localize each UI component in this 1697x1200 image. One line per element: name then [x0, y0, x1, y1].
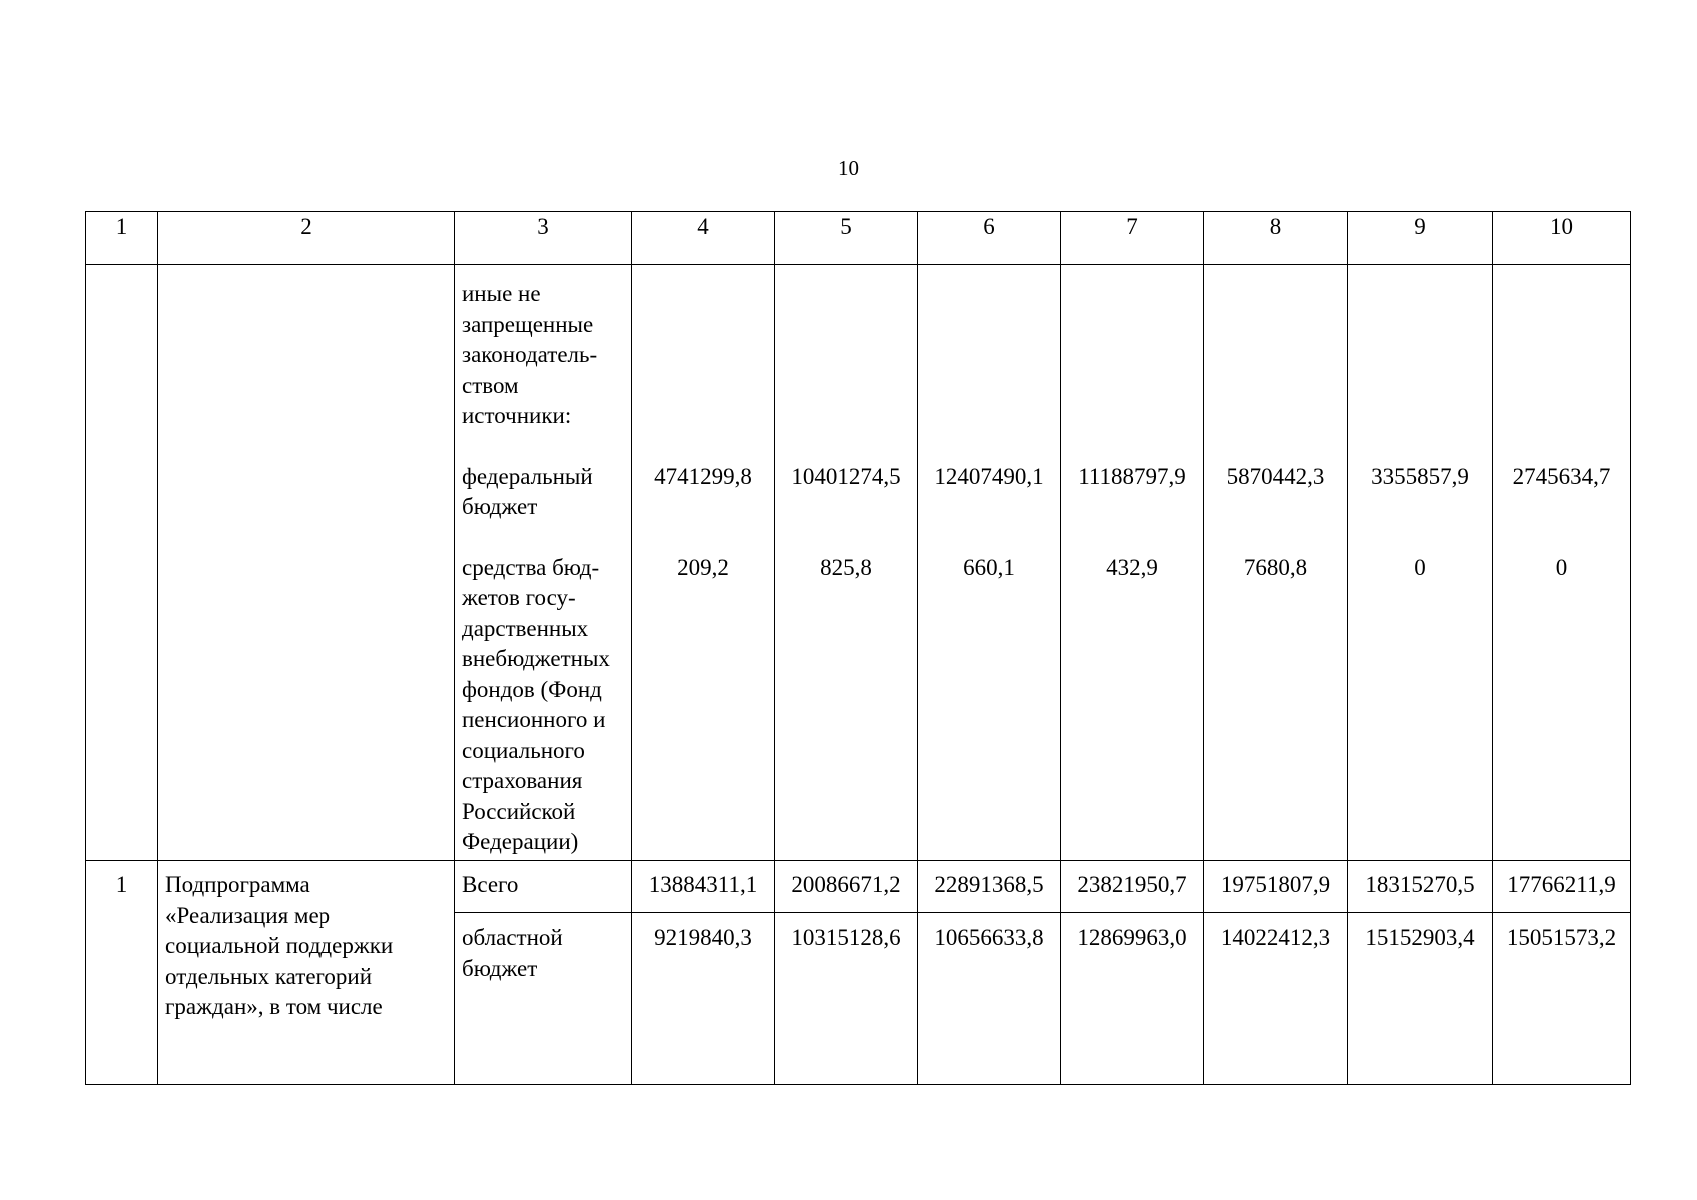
other-sources-line: запрещенные — [462, 311, 594, 337]
other-sources-line: иные не — [462, 281, 541, 306]
subprogram-name-line: «Реализация мер — [165, 902, 331, 928]
regional-value — [1493, 913, 1631, 1085]
source-cell — [455, 265, 632, 861]
other-sources-line: ством — [462, 372, 519, 398]
extrabudgetary-label-line: средства бюд- — [462, 554, 600, 580]
regional-value — [632, 913, 775, 1085]
regional-value — [1348, 913, 1493, 1085]
subprogram-total-row — [86, 861, 1631, 913]
other-sources-line: источники: — [462, 403, 572, 428]
regional-value-text: 12869963,0 — [1077, 925, 1187, 950]
other-sources-line: законодатель- — [462, 342, 598, 367]
regional-value — [1204, 913, 1348, 1085]
value-cell — [1493, 265, 1631, 861]
extrabudgetary-label-line: социального — [462, 737, 585, 763]
total-value-text: 22891368,5 — [934, 872, 1044, 897]
total-label: Всего — [462, 872, 519, 897]
regional-value-text: 10315128,6 — [791, 925, 901, 950]
header-cell: 8 — [1204, 212, 1348, 265]
federal-value: 5870442,3 — [1226, 464, 1325, 489]
extrabudgetary-label-line: дарственных — [462, 615, 589, 641]
regional-label-cell — [455, 913, 632, 1085]
extrabudgetary-value: 660,1 — [963, 554, 1015, 580]
extrabudgetary-label-line: фондов (Фонд — [462, 676, 602, 702]
header-cell: 3 — [455, 212, 632, 265]
extrabudgetary-label-line: жетов госу- — [462, 585, 576, 610]
header-cell: 9 — [1348, 212, 1493, 265]
regional-label-line: бюджет — [462, 955, 538, 981]
regional-value-text: 10656633,8 — [934, 925, 1044, 950]
regional-value-text: 9219840,3 — [654, 925, 752, 950]
header-row — [86, 212, 1631, 265]
value-cell — [918, 265, 1061, 861]
total-value-text: 20086671,2 — [791, 872, 901, 897]
extrabudgetary-label-line: пенсионного и — [462, 707, 606, 732]
total-value — [1493, 861, 1631, 913]
total-value — [1348, 861, 1493, 913]
extrabudgetary-label-line: Федерации) — [462, 829, 579, 854]
extrabudgetary-value: 432,9 — [1106, 554, 1158, 580]
value-cell — [1348, 265, 1493, 861]
header-cell: 10 — [1493, 212, 1631, 265]
value-cell — [1204, 265, 1348, 861]
value-cell — [775, 265, 918, 861]
header-cell: 7 — [1061, 212, 1204, 265]
name-cell — [158, 265, 455, 861]
federal-value: 11188797,9 — [1078, 464, 1186, 489]
regional-value-text: 15051573,2 — [1506, 925, 1617, 950]
total-value-text: 23821950,7 — [1077, 872, 1187, 897]
federal-value: 4741299,8 — [654, 464, 752, 489]
total-value — [632, 861, 775, 913]
extrabudgetary-label-line: Российской — [462, 798, 576, 824]
federal-value: 10401274,5 — [791, 464, 901, 489]
header-cell: 1 — [86, 212, 158, 265]
value-cell — [1061, 265, 1204, 861]
total-value — [1204, 861, 1348, 913]
page-number: 10 — [838, 156, 859, 180]
extrabudgetary-value: 0 — [1555, 554, 1568, 580]
extrabudgetary-value: 0 — [1414, 554, 1426, 580]
total-value — [1061, 861, 1204, 913]
extrabudgetary-value: 7680,8 — [1243, 554, 1308, 580]
total-value-text: 18315270,5 — [1365, 872, 1475, 897]
federal-value: 2745634,7 — [1512, 464, 1611, 489]
extrabudgetary-value: 209,2 — [677, 554, 729, 580]
value-cell — [632, 265, 775, 861]
subprogram-name-line: отдельных категорий — [165, 963, 373, 989]
index-cell — [86, 265, 158, 861]
regional-value — [918, 913, 1061, 1085]
total-value — [918, 861, 1061, 913]
total-label-cell — [455, 861, 632, 913]
subprogram-name-cell — [158, 861, 455, 1085]
extrabudgetary-label-line: страхования — [462, 768, 583, 793]
regional-value — [1061, 913, 1204, 1085]
subprogram-name-line: Подпрограмма — [165, 872, 310, 897]
subprogram-index-text: 1 — [115, 872, 128, 897]
federal-label-line: бюджет — [462, 494, 538, 519]
total-value-text: 13884311,1 — [648, 872, 758, 897]
subprogram-index — [86, 861, 158, 1085]
header-cell: 5 — [775, 212, 918, 265]
subprogram-name-line: социальной поддержки — [165, 933, 394, 958]
header-cell: 6 — [918, 212, 1061, 265]
federal-value: 3355857,9 — [1371, 464, 1469, 489]
total-value — [775, 861, 918, 913]
total-value-text: 19751807,9 — [1220, 872, 1331, 897]
extrabudgetary-label-line: внебюджетных — [462, 646, 610, 671]
regional-value-text: 15152903,4 — [1365, 925, 1475, 950]
extrabudgetary-value: 825,8 — [820, 554, 872, 580]
header-cell: 4 — [632, 212, 775, 265]
regional-value-text: 14022412,3 — [1220, 925, 1331, 950]
table-row — [86, 265, 1631, 861]
budget-table — [85, 211, 1631, 1085]
subprogram-name-line: граждан», в том числе — [165, 994, 383, 1019]
total-value-text: 17766211,9 — [1507, 872, 1616, 897]
header-cell: 2 — [158, 212, 455, 265]
federal-value: 12407490,1 — [934, 464, 1044, 489]
regional-label-line: областной — [462, 925, 563, 950]
regional-value — [775, 913, 918, 1085]
federal-label-line: федеральный — [462, 463, 593, 489]
